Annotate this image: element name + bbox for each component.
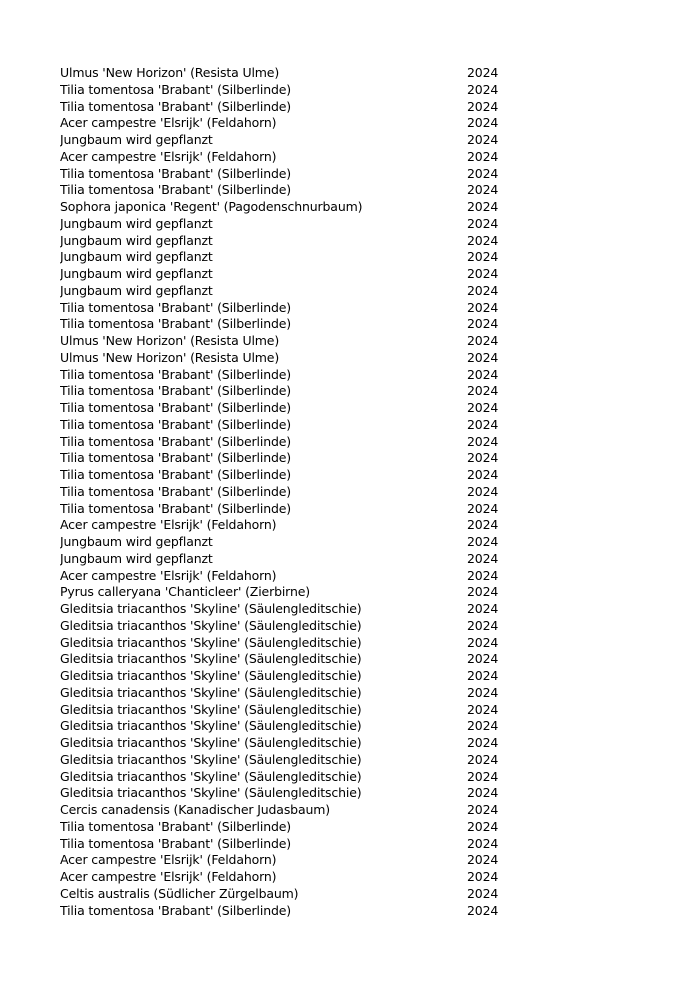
list-item [60,601,520,618]
planting-year: 2024 [467,333,499,348]
list-item [60,618,520,635]
planting-year: 2024 [467,215,499,231]
list-item [60,316,520,333]
list-item [60,651,520,668]
planting-year: 2024 [467,450,499,466]
list-item [60,182,520,199]
tree-species-name: Ulmus 'New Horizon' (Resista Ulme) [60,333,280,348]
list-item [60,886,520,903]
tree-species-name: Gleditsia triacanthos 'Skyline' (Säulengleditschie) [60,768,362,784]
list-item [60,283,520,300]
list-item [60,383,520,400]
planting-year: 2024 [467,835,499,851]
planting-year: 2024 [467,869,499,884]
tree-species-name: Tilia tomentosa 'Brabant' (Silberlinde) [60,500,292,516]
list-item [60,785,520,802]
tree-species-name: Jungbaum wird gepflanzt [60,232,213,248]
list-item [60,249,520,266]
tree-species-name: Acer campestre 'Elsrijk' (Feldahorn) [60,517,277,533]
tree-species-name: Jungbaum wird gepflanzt [60,132,213,147]
planting-year: 2024 [467,802,499,817]
planting-year: 2024 [467,517,499,533]
planting-year: 2024 [467,701,499,717]
planting-year: 2024 [467,316,499,332]
planting-year: 2024 [467,115,499,131]
tree-planting-list [60,65,520,919]
list-item [60,852,520,869]
planting-year: 2024 [467,550,499,566]
planting-year: 2024 [467,182,499,198]
list-item [60,819,520,836]
tree-species-name: Acer campestre 'Elsrijk' (Feldahorn) [60,148,277,164]
tree-species-name: Ulmus 'New Horizon' (Resista Ulme) [60,65,280,80]
planting-year: 2024 [467,718,499,734]
planting-year: 2024 [467,98,499,114]
list-item [60,903,520,920]
planting-year: 2024 [467,785,499,801]
tree-species-name: Tilia tomentosa 'Brabant' (Silberlinde) [60,165,292,181]
planting-year: 2024 [467,634,499,650]
planting-year: 2024 [467,852,499,868]
list-item [60,400,520,417]
list-item [60,149,520,166]
tree-species-name: Acer campestre 'Elsrijk' (Feldahorn) [60,852,277,868]
planting-year: 2024 [467,902,499,918]
tree-species-name: Pyrus calleryana 'Chanticleer' (Zierbirne) [60,584,310,600]
tree-species-name: Gleditsia triacanthos 'Skyline' (Säulengleditschie) [60,634,362,650]
planting-year: 2024 [467,416,499,432]
tree-species-name: Celtis australis (Südlicher Zürgelbaum) [60,885,299,901]
planting-year: 2024 [467,81,499,97]
list-item [60,517,520,534]
planting-year: 2024 [467,249,499,265]
tree-species-name: Tilia tomentosa 'Brabant' (Silberlinde) [60,450,292,466]
list-item [60,65,520,82]
list-item [60,199,520,216]
list-item [60,450,520,467]
planting-year: 2024 [467,282,499,298]
list-item [60,802,520,819]
planting-year: 2024 [467,651,499,667]
list-item [60,484,520,501]
list-item [60,668,520,685]
list-item [60,367,520,384]
tree-species-name: Gleditsia triacanthos 'Skyline' (Säulengleditschie) [60,718,362,734]
list-item [60,534,520,551]
planting-year: 2024 [467,735,499,750]
tree-species-name: Tilia tomentosa 'Brabant' (Silberlinde) [60,902,292,918]
tree-species-name: Gleditsia triacanthos 'Skyline' (Säulengleditschie) [60,701,362,717]
tree-species-name: Tilia tomentosa 'Brabant' (Silberlinde) [60,433,292,449]
tree-species-name: Gleditsia triacanthos 'Skyline' (Säulengleditschie) [60,668,362,683]
tree-species-name: Gleditsia triacanthos 'Skyline' (Säulengleditschie) [60,601,362,616]
tree-species-name: Tilia tomentosa 'Brabant' (Silberlinde) [60,98,292,114]
tree-species-name: Tilia tomentosa 'Brabant' (Silberlinde) [60,467,292,482]
planting-year: 2024 [467,751,499,767]
tree-species-name: Tilia tomentosa 'Brabant' (Silberlinde) [60,818,292,834]
list-item [60,82,520,99]
list-item [60,467,520,484]
list-item [60,115,520,132]
list-item [60,635,520,652]
planting-year: 2024 [467,818,499,834]
tree-species-name: Tilia tomentosa 'Brabant' (Silberlinde) [60,81,292,97]
planting-year: 2024 [467,567,499,583]
planting-year: 2024 [467,433,499,449]
list-item [60,350,520,367]
list-item [60,869,520,886]
list-item [60,417,520,434]
tree-species-name: Jungbaum wird gepflanzt [60,282,213,298]
tree-species-name: Tilia tomentosa 'Brabant' (Silberlinde) [60,366,292,382]
list-item [60,836,520,853]
list-item [60,434,520,451]
list-item [60,333,520,350]
planting-year: 2024 [467,768,499,784]
tree-species-name: Gleditsia triacanthos 'Skyline' (Säulengleditschie) [60,617,362,633]
planting-year: 2024 [467,65,499,80]
planting-year: 2024 [467,232,499,248]
planting-year: 2024 [467,148,499,164]
list-item [60,216,520,233]
tree-species-name: Tilia tomentosa 'Brabant' (Silberlinde) [60,316,292,332]
tree-species-name: Acer campestre 'Elsrijk' (Feldahorn) [60,567,277,583]
list-item [60,233,520,250]
tree-species-name: Tilia tomentosa 'Brabant' (Silberlinde) [60,383,292,399]
list-item [60,752,520,769]
tree-species-name: Ulmus 'New Horizon' (Resista Ulme) [60,349,280,365]
list-item [60,718,520,735]
list-item [60,584,520,601]
planting-year: 2024 [467,885,499,901]
tree-species-name: Jungbaum wird gepflanzt [60,249,213,265]
list-item [60,166,520,183]
tree-species-name: Jungbaum wird gepflanzt [60,550,213,566]
list-item [60,735,520,752]
planting-year: 2024 [467,366,499,382]
list-item [60,568,520,585]
planting-year: 2024 [467,383,499,399]
tree-species-name: Cercis canadensis (Kanadischer Judasbaum) [60,802,330,817]
planting-year: 2024 [467,467,499,482]
tree-species-name: Sophora japonica 'Regent' (Pagodenschnurbaum) [60,199,363,214]
planting-year: 2024 [467,500,499,516]
planting-year: 2024 [467,299,499,315]
list-item [60,501,520,518]
planting-year: 2024 [467,601,499,616]
tree-species-name: Tilia tomentosa 'Brabant' (Silberlinde) [60,416,292,432]
list-item [60,702,520,719]
tree-species-name: Jungbaum wird gepflanzt [60,266,213,281]
list-item [60,685,520,702]
planting-year: 2024 [467,684,499,700]
planting-year: 2024 [467,400,499,415]
list-item [60,99,520,116]
planting-year: 2024 [467,584,499,600]
tree-species-name: Gleditsia triacanthos 'Skyline' (Säulengleditschie) [60,785,362,801]
tree-species-name: Jungbaum wird gepflanzt [60,534,213,549]
tree-species-name: Acer campestre 'Elsrijk' (Feldahorn) [60,115,277,131]
list-item [60,300,520,317]
planting-year: 2024 [467,199,499,214]
tree-species-name: Gleditsia triacanthos 'Skyline' (Säulengleditschie) [60,651,362,667]
planting-year: 2024 [467,617,499,633]
planting-year: 2024 [467,349,499,365]
planting-year: 2024 [467,483,499,499]
tree-species-name: Jungbaum wird gepflanzt [60,215,213,231]
tree-species-name: Tilia tomentosa 'Brabant' (Silberlinde) [60,400,292,415]
tree-species-name: Tilia tomentosa 'Brabant' (Silberlinde) [60,299,292,315]
list-item [60,132,520,149]
list-item [60,551,520,568]
planting-year: 2024 [467,668,499,683]
tree-species-name: Gleditsia triacanthos 'Skyline' (Säulengleditschie) [60,684,362,700]
tree-species-name: Tilia tomentosa 'Brabant' (Silberlinde) [60,483,292,499]
list-item [60,266,520,283]
planting-year: 2024 [467,132,499,147]
planting-year: 2024 [467,165,499,181]
list-item [60,769,520,786]
planting-year: 2024 [467,534,499,549]
tree-species-name: Gleditsia triacanthos 'Skyline' (Säulengleditschie) [60,751,362,767]
planting-year: 2024 [467,266,499,281]
tree-species-name: Gleditsia triacanthos 'Skyline' (Säulengleditschie) [60,735,362,750]
tree-species-name: Tilia tomentosa 'Brabant' (Silberlinde) [60,835,292,851]
tree-species-name: Tilia tomentosa 'Brabant' (Silberlinde) [60,182,292,198]
tree-species-name: Acer campestre 'Elsrijk' (Feldahorn) [60,869,277,884]
